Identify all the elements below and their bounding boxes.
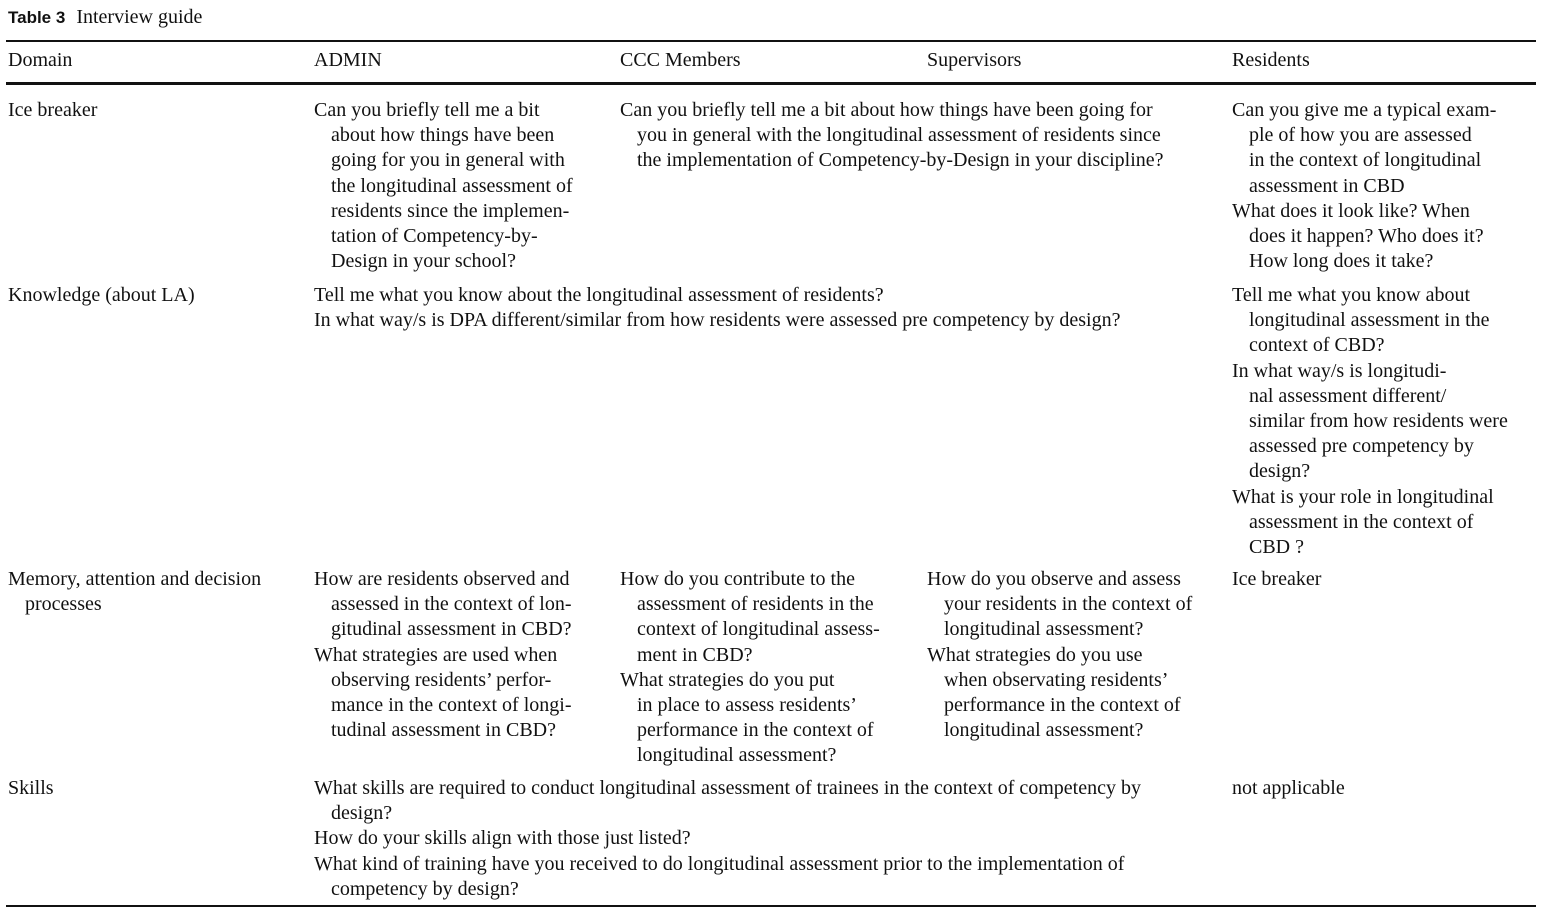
cell-memory-residents <box>1232 567 1321 592</box>
cell-line: What skills are required to conduct longitudinal assessment of trainees in the context of competency by <box>314 777 1141 799</box>
cell-paragraph <box>620 668 880 769</box>
cell-paragraph <box>620 567 880 668</box>
cell-line: observing residents’ perfor- <box>331 668 552 691</box>
cell-line: Can you briefly tell me a bit about how things have been going for <box>620 99 1153 121</box>
cell-paragraph <box>314 308 1120 333</box>
cell-icebreaker-ccc-supervisors <box>620 98 1164 174</box>
column-header-admin: ADMIN <box>314 49 382 71</box>
cell-memory-ccc <box>620 567 880 769</box>
cell-line: assessment of residents in the <box>637 593 874 616</box>
cell-line: In what way/s is DPA different/similar from how residents were assessed pre competency by design? <box>314 309 1121 332</box>
cell-line: Tell me what you know about <box>1232 284 1470 306</box>
cell-line: What is your role in longitudinal <box>1232 485 1494 508</box>
cell-knowledge-residents <box>1232 283 1508 560</box>
cell-line: not applicable <box>1232 777 1345 799</box>
cell-paragraph <box>1232 485 1508 561</box>
cell-line: Knowledge (about LA) <box>8 284 195 306</box>
cell-line: How do your skills align with those just listed? <box>314 827 691 850</box>
cell-line: mance in the context of longi- <box>331 694 572 717</box>
cell-line: design? <box>331 802 393 825</box>
cell-knowledge-admin-ccc-supervisors <box>314 283 1120 333</box>
cell-line: about how things have been <box>331 124 555 147</box>
cell-paragraph <box>1232 283 1508 359</box>
cell-line: How are residents observed and <box>314 568 570 590</box>
cell-line: similar from how residents were <box>1249 410 1508 433</box>
cell-line: tation of Competency-by- <box>331 225 538 248</box>
cell-line: What strategies do you use <box>927 643 1143 666</box>
table-title: Interview guide <box>76 6 203 28</box>
table-label: Table 3 <box>8 8 66 27</box>
cell-line: assessed in the context of lon- <box>331 593 572 616</box>
cell-paragraph <box>1232 98 1496 199</box>
cell-line: longitudinal assessment in the <box>1249 309 1490 332</box>
cell-line: you in general with the longitudinal assessment of residents since <box>637 124 1161 147</box>
cell-paragraph <box>1232 199 1496 275</box>
cell-line: In what way/s is longitudi- <box>1232 359 1447 382</box>
cell-line: Ice breaker <box>8 99 98 121</box>
table-caption <box>8 5 202 30</box>
cell-paragraph <box>314 643 572 744</box>
table-top-rule <box>6 40 1536 42</box>
cell-paragraph <box>314 826 1141 851</box>
cell-paragraph <box>314 567 572 643</box>
column-header-domain: Domain <box>8 49 73 71</box>
cell-line: longitudinal assessment? <box>944 719 1144 742</box>
cell-line: How do you contribute to the <box>620 568 855 590</box>
cell-line: ple of how you are assessed <box>1249 124 1472 147</box>
cell-line: Ice breaker <box>1232 568 1322 590</box>
column-header-residents: Residents <box>1232 49 1310 71</box>
cell-line: performance in the context of <box>944 694 1181 717</box>
cell-icebreaker-admin <box>314 98 573 274</box>
cell-line: when observating residents’ <box>944 668 1169 691</box>
cell-paragraph <box>1232 359 1508 485</box>
cell-line: What does it look like? When <box>1232 199 1470 222</box>
cell-line: assessed pre competency by <box>1249 435 1474 458</box>
column-header-ccc-members: CCC Members <box>620 49 741 71</box>
cell-paragraph <box>8 776 54 801</box>
cell-memory-supervisors <box>927 567 1192 743</box>
cell-line: Tell me what you know about the longitudinal assessment of residents? <box>314 284 884 306</box>
cell-line: Design in your school? <box>331 250 516 273</box>
cell-line: context of longitudinal assess- <box>637 618 880 641</box>
cell-line: performance in the context of <box>637 719 874 742</box>
cell-memory-domain <box>8 567 261 617</box>
cell-line: What kind of training have you received to do longitudinal assessment prior to the implementation of <box>314 852 1125 875</box>
cell-line: How do you observe and assess <box>927 568 1181 590</box>
cell-paragraph <box>1232 776 1345 801</box>
cell-paragraph <box>314 776 1141 826</box>
cell-line: context of CBD? <box>1249 334 1385 357</box>
cell-paragraph <box>8 283 195 308</box>
cell-line: longitudinal assessment? <box>637 744 837 767</box>
cell-line: residents since the implemen- <box>331 199 570 222</box>
cell-line: longitudinal assessment? <box>944 618 1144 641</box>
cell-line: the longitudinal assessment of <box>331 174 573 197</box>
cell-line: assessment in the context of <box>1249 510 1474 533</box>
cell-skills-residents <box>1232 776 1345 801</box>
column-header-supervisors: Supervisors <box>927 49 1022 71</box>
cell-knowledge-domain <box>8 283 195 308</box>
cell-paragraph <box>8 567 261 617</box>
cell-line: in place to assess residents’ <box>637 694 857 717</box>
cell-line: How long does it take? <box>1249 250 1434 273</box>
cell-line: processes <box>25 593 102 616</box>
cell-paragraph <box>8 98 97 123</box>
cell-line: What strategies do you put <box>620 668 835 691</box>
table-header-rule <box>6 82 1536 85</box>
cell-line: design? <box>1249 460 1311 483</box>
cell-line: in the context of longitudinal <box>1249 149 1482 172</box>
cell-line: CBD ? <box>1249 536 1304 559</box>
cell-line: your residents in the context of <box>944 593 1193 616</box>
cell-line: Can you briefly tell me a bit <box>314 99 540 121</box>
cell-paragraph <box>314 283 1120 308</box>
cell-icebreaker-domain <box>8 98 97 123</box>
cell-paragraph <box>620 98 1164 174</box>
cell-paragraph <box>927 567 1192 643</box>
cell-line: gitudinal assessment in CBD? <box>331 618 572 641</box>
table-bottom-rule <box>6 905 1536 907</box>
cell-paragraph <box>314 852 1141 902</box>
cell-icebreaker-residents <box>1232 98 1496 274</box>
cell-skills-admin-ccc-supervisors <box>314 776 1141 902</box>
cell-paragraph <box>1232 567 1321 592</box>
cell-skills-domain <box>8 776 54 801</box>
cell-line: tudinal assessment in CBD? <box>331 719 556 742</box>
cell-line: Skills <box>8 777 54 799</box>
cell-line: assessment in CBD <box>1249 174 1405 197</box>
cell-line: nal assessment different/ <box>1249 384 1447 407</box>
cell-line: going for you in general with <box>331 149 565 172</box>
cell-paragraph <box>927 643 1192 744</box>
cell-line: competency by design? <box>331 877 519 900</box>
cell-line: Memory, attention and decision <box>8 568 262 590</box>
cell-line: Can you give me a typical exam- <box>1232 99 1497 121</box>
cell-line: does it happen? Who does it? <box>1249 225 1484 248</box>
cell-line: What strategies are used when <box>314 643 558 666</box>
cell-line: the implementation of Competency-by-Design in your discipline? <box>637 149 1164 172</box>
cell-paragraph <box>314 98 573 274</box>
cell-line: ment in CBD? <box>637 643 753 666</box>
cell-memory-admin <box>314 567 572 743</box>
